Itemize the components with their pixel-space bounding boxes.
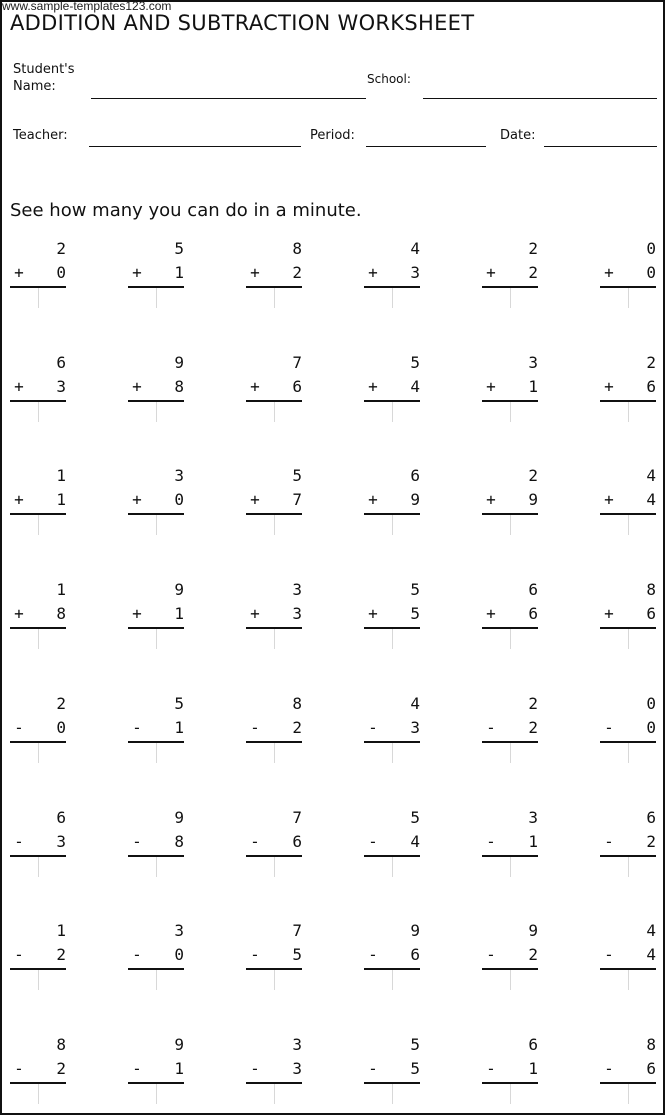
plus-sign: + — [604, 490, 614, 509]
minus-sign: - — [250, 718, 260, 737]
problem-7-5 — [482, 920, 542, 990]
problem-top-number: 3 — [528, 353, 538, 372]
problem-bottom-number: 4 — [410, 832, 420, 851]
problem-3-2 — [128, 465, 188, 535]
problem-top-number: 5 — [174, 239, 184, 258]
problem-top-number: 7 — [292, 921, 302, 940]
answer-area[interactable] — [392, 515, 393, 535]
problem-6-5 — [482, 807, 542, 877]
problem-bottom-number: 1 — [174, 604, 184, 623]
problem-5-1 — [10, 693, 70, 763]
minus-sign: - — [604, 832, 614, 851]
student-name-field[interactable] — [91, 98, 366, 99]
answer-area[interactable] — [628, 629, 629, 649]
minus-sign: - — [604, 1059, 614, 1078]
problem-7-1 — [10, 920, 70, 990]
problem-bottom-number: 5 — [292, 945, 302, 964]
problem-bottom-number: 6 — [646, 604, 656, 623]
problem-3-4 — [364, 465, 424, 535]
problem-top-number: 7 — [292, 353, 302, 372]
problem-top-number: 5 — [410, 580, 420, 599]
problem-bottom-number: 2 — [56, 945, 66, 964]
problem-8-5 — [482, 1034, 542, 1104]
answer-area[interactable] — [38, 402, 39, 422]
problem-top-number: 9 — [174, 353, 184, 372]
problem-6-4 — [364, 807, 424, 877]
school-label: School: — [367, 72, 411, 86]
plus-sign: + — [132, 377, 142, 396]
minus-sign: - — [486, 832, 496, 851]
plus-sign: + — [14, 604, 24, 623]
problem-4-5 — [482, 579, 542, 649]
plus-sign: + — [368, 604, 378, 623]
problem-1-1 — [10, 238, 70, 308]
problem-bottom-number: 6 — [646, 377, 656, 396]
problem-top-number: 4 — [646, 466, 656, 485]
plus-sign: + — [486, 377, 496, 396]
answer-area[interactable] — [392, 970, 393, 990]
problem-5-2 — [128, 693, 188, 763]
answer-area[interactable] — [510, 970, 511, 990]
problem-8-6 — [600, 1034, 660, 1104]
problem-4-2 — [128, 579, 188, 649]
problem-top-number: 4 — [646, 921, 656, 940]
problem-5-4 — [364, 693, 424, 763]
problem-6-1 — [10, 807, 70, 877]
problem-3-1 — [10, 465, 70, 535]
plus-sign: + — [604, 377, 614, 396]
answer-area[interactable] — [38, 857, 39, 877]
plus-sign: + — [250, 263, 260, 282]
problem-bottom-number: 1 — [56, 490, 66, 509]
problem-top-number: 8 — [292, 694, 302, 713]
answer-area[interactable] — [274, 1084, 275, 1104]
problem-top-number: 5 — [410, 1035, 420, 1054]
problem-bottom-number: 2 — [528, 945, 538, 964]
problem-top-number: 8 — [646, 580, 656, 599]
answer-area[interactable] — [38, 743, 39, 763]
answer-area[interactable] — [274, 857, 275, 877]
minus-sign: - — [14, 718, 24, 737]
minus-sign: - — [368, 945, 378, 964]
problem-top-number: 3 — [292, 580, 302, 599]
answer-area[interactable] — [156, 629, 157, 649]
answer-area[interactable] — [510, 288, 511, 308]
problem-bottom-number: 6 — [528, 604, 538, 623]
answer-area[interactable] — [274, 288, 275, 308]
answer-area[interactable] — [392, 288, 393, 308]
answer-area[interactable] — [392, 857, 393, 877]
problem-bottom-number: 2 — [56, 1059, 66, 1078]
problem-bottom-number: 2 — [528, 718, 538, 737]
problem-bottom-number: 6 — [292, 377, 302, 396]
watermark-url: www.sample-templates123.com — [2, 0, 172, 13]
answer-area[interactable] — [38, 288, 39, 308]
plus-sign: + — [132, 604, 142, 623]
problem-top-number: 4 — [410, 239, 420, 258]
problem-bottom-number: 2 — [292, 263, 302, 282]
answer-area[interactable] — [38, 629, 39, 649]
problem-top-number: 2 — [56, 239, 66, 258]
problem-top-number: 1 — [56, 921, 66, 940]
answer-area[interactable] — [274, 629, 275, 649]
problem-bottom-number: 5 — [410, 604, 420, 623]
problem-top-number: 9 — [174, 1035, 184, 1054]
plus-sign: + — [368, 490, 378, 509]
problem-bottom-number: 1 — [528, 377, 538, 396]
problem-2-5 — [482, 352, 542, 422]
plus-sign: + — [14, 490, 24, 509]
problem-8-3 — [246, 1034, 306, 1104]
plus-sign: + — [486, 604, 496, 623]
minus-sign: - — [368, 718, 378, 737]
problem-bottom-number: 9 — [528, 490, 538, 509]
minus-sign: - — [486, 1059, 496, 1078]
minus-sign: - — [132, 718, 142, 737]
problem-bottom-number: 1 — [528, 1059, 538, 1078]
plus-sign: + — [14, 377, 24, 396]
answer-area[interactable] — [156, 288, 157, 308]
instruction-text: See how many you can do in a minute. — [10, 200, 362, 221]
answer-area[interactable] — [628, 857, 629, 877]
problem-top-number: 3 — [174, 921, 184, 940]
answer-area[interactable] — [274, 970, 275, 990]
problem-8-2 — [128, 1034, 188, 1104]
problem-bottom-number: 1 — [174, 718, 184, 737]
problem-top-number: 3 — [528, 808, 538, 827]
plus-sign: + — [250, 490, 260, 509]
minus-sign: - — [486, 718, 496, 737]
problem-bottom-number: 1 — [528, 832, 538, 851]
problem-top-number: 0 — [646, 694, 656, 713]
answer-area[interactable] — [628, 288, 629, 308]
answer-area[interactable] — [274, 515, 275, 535]
period-field[interactable] — [366, 146, 486, 147]
answer-area[interactable] — [274, 743, 275, 763]
problem-top-number: 9 — [528, 921, 538, 940]
plus-sign: + — [132, 263, 142, 282]
minus-sign: - — [604, 718, 614, 737]
minus-sign: - — [132, 1059, 142, 1078]
problem-top-number: 6 — [528, 580, 538, 599]
answer-area[interactable] — [156, 402, 157, 422]
problem-top-number: 4 — [410, 694, 420, 713]
problem-top-number: 9 — [410, 921, 420, 940]
minus-sign: - — [14, 945, 24, 964]
problem-top-number: 2 — [646, 353, 656, 372]
problem-bottom-number: 5 — [410, 1059, 420, 1078]
problem-top-number: 5 — [174, 694, 184, 713]
problem-bottom-number: 7 — [292, 490, 302, 509]
problem-top-number: 6 — [646, 808, 656, 827]
problem-top-number: 8 — [56, 1035, 66, 1054]
date-field[interactable] — [544, 146, 657, 147]
problem-4-4 — [364, 579, 424, 649]
answer-area[interactable] — [392, 402, 393, 422]
problem-top-number: 6 — [56, 808, 66, 827]
minus-sign: - — [132, 832, 142, 851]
answer-area[interactable] — [510, 1084, 511, 1104]
problem-top-number: 9 — [174, 580, 184, 599]
plus-sign: + — [368, 377, 378, 396]
problem-7-6 — [600, 920, 660, 990]
answer-area[interactable] — [156, 1084, 157, 1104]
problem-bottom-number: 8 — [56, 604, 66, 623]
student-name-label-line2: Name: — [13, 79, 56, 94]
problem-6-2 — [128, 807, 188, 877]
plus-sign: + — [604, 263, 614, 282]
plus-sign: + — [132, 490, 142, 509]
problem-bottom-number: 8 — [174, 377, 184, 396]
problem-7-4 — [364, 920, 424, 990]
problem-top-number: 5 — [410, 353, 420, 372]
problem-6-3 — [246, 807, 306, 877]
problem-bottom-number: 6 — [410, 945, 420, 964]
problem-3-6 — [600, 465, 660, 535]
problem-bottom-number: 2 — [646, 832, 656, 851]
answer-area[interactable] — [38, 515, 39, 535]
answer-area[interactable] — [38, 970, 39, 990]
plus-sign: + — [250, 604, 260, 623]
period-label: Period: — [310, 128, 355, 143]
answer-area[interactable] — [628, 515, 629, 535]
problem-bottom-number: 0 — [174, 945, 184, 964]
minus-sign: - — [368, 832, 378, 851]
problem-1-3 — [246, 238, 306, 308]
problem-bottom-number: 8 — [174, 832, 184, 851]
problem-top-number: 2 — [528, 466, 538, 485]
problem-top-number: 2 — [528, 239, 538, 258]
problem-1-4 — [364, 238, 424, 308]
problem-top-number: 2 — [56, 694, 66, 713]
date-label: Date: — [500, 128, 536, 143]
answer-area[interactable] — [274, 402, 275, 422]
problem-bottom-number: 2 — [528, 263, 538, 282]
problem-3-5 — [482, 465, 542, 535]
problem-top-number: 7 — [292, 808, 302, 827]
teacher-field[interactable] — [89, 146, 301, 147]
minus-sign: - — [486, 945, 496, 964]
problem-4-1 — [10, 579, 70, 649]
problem-3-3 — [246, 465, 306, 535]
problem-2-4 — [364, 352, 424, 422]
answer-area[interactable] — [156, 743, 157, 763]
problem-5-6 — [600, 693, 660, 763]
teacher-label: Teacher: — [13, 128, 68, 143]
problem-7-3 — [246, 920, 306, 990]
answer-area[interactable] — [628, 1084, 629, 1104]
problem-bottom-number: 4 — [646, 490, 656, 509]
minus-sign: - — [132, 945, 142, 964]
problem-top-number: 6 — [528, 1035, 538, 1054]
minus-sign: - — [14, 832, 24, 851]
school-field[interactable] — [423, 98, 657, 99]
minus-sign: - — [250, 1059, 260, 1078]
answer-area[interactable] — [628, 402, 629, 422]
problem-2-1 — [10, 352, 70, 422]
answer-area[interactable] — [392, 629, 393, 649]
problem-8-1 — [10, 1034, 70, 1104]
minus-sign: - — [368, 1059, 378, 1078]
answer-area[interactable] — [628, 743, 629, 763]
problem-bottom-number: 0 — [56, 263, 66, 282]
problem-bottom-number: 0 — [56, 718, 66, 737]
answer-area[interactable] — [156, 515, 157, 535]
student-name-label-line1: Student's — [13, 62, 75, 77]
problem-bottom-number: 0 — [646, 263, 656, 282]
problem-top-number: 6 — [410, 466, 420, 485]
problem-5-5 — [482, 693, 542, 763]
problem-2-3 — [246, 352, 306, 422]
problem-top-number: 1 — [56, 466, 66, 485]
minus-sign: - — [250, 832, 260, 851]
answer-area[interactable] — [510, 743, 511, 763]
problem-bottom-number: 9 — [410, 490, 420, 509]
problem-top-number: 0 — [646, 239, 656, 258]
answer-area[interactable] — [156, 857, 157, 877]
problem-1-5 — [482, 238, 542, 308]
problem-5-3 — [246, 693, 306, 763]
problem-bottom-number: 0 — [174, 490, 184, 509]
problem-bottom-number: 1 — [174, 263, 184, 282]
problem-top-number: 9 — [174, 808, 184, 827]
answer-area[interactable] — [156, 970, 157, 990]
problem-top-number: 8 — [646, 1035, 656, 1054]
minus-sign: - — [250, 945, 260, 964]
minus-sign: - — [14, 1059, 24, 1078]
problem-top-number: 5 — [292, 466, 302, 485]
problem-6-6 — [600, 807, 660, 877]
problem-top-number: 1 — [56, 580, 66, 599]
problem-bottom-number: 3 — [410, 718, 420, 737]
plus-sign: + — [368, 263, 378, 282]
problem-bottom-number: 0 — [646, 718, 656, 737]
problem-1-2 — [128, 238, 188, 308]
answer-area[interactable] — [510, 515, 511, 535]
problem-7-2 — [128, 920, 188, 990]
plus-sign: + — [250, 377, 260, 396]
problem-bottom-number: 3 — [56, 377, 66, 396]
answer-area[interactable] — [510, 857, 511, 877]
page-title: ADDITION AND SUBTRACTION WORKSHEET — [10, 11, 475, 35]
problem-bottom-number: 3 — [410, 263, 420, 282]
problem-top-number: 5 — [410, 808, 420, 827]
problem-top-number: 2 — [528, 694, 538, 713]
plus-sign: + — [14, 263, 24, 282]
problem-8-4 — [364, 1034, 424, 1104]
problem-bottom-number: 2 — [292, 718, 302, 737]
problem-1-6 — [600, 238, 660, 308]
answer-area[interactable] — [510, 629, 511, 649]
answer-area[interactable] — [392, 743, 393, 763]
problem-4-3 — [246, 579, 306, 649]
problem-bottom-number: 3 — [292, 1059, 302, 1078]
problem-bottom-number: 1 — [174, 1059, 184, 1078]
plus-sign: + — [486, 490, 496, 509]
problem-top-number: 6 — [56, 353, 66, 372]
answer-area[interactable] — [392, 1084, 393, 1104]
problem-top-number: 3 — [174, 466, 184, 485]
problem-bottom-number: 4 — [646, 945, 656, 964]
plus-sign: + — [486, 263, 496, 282]
problem-top-number: 3 — [292, 1035, 302, 1054]
problem-bottom-number: 6 — [646, 1059, 656, 1078]
answer-area[interactable] — [38, 1084, 39, 1104]
problem-bottom-number: 3 — [56, 832, 66, 851]
problem-4-6 — [600, 579, 660, 649]
plus-sign: + — [604, 604, 614, 623]
answer-area[interactable] — [628, 970, 629, 990]
minus-sign: - — [604, 945, 614, 964]
answer-area[interactable] — [510, 402, 511, 422]
problem-2-2 — [128, 352, 188, 422]
problem-top-number: 8 — [292, 239, 302, 258]
problem-bottom-number: 6 — [292, 832, 302, 851]
problem-2-6 — [600, 352, 660, 422]
problem-bottom-number: 3 — [292, 604, 302, 623]
problem-bottom-number: 4 — [410, 377, 420, 396]
